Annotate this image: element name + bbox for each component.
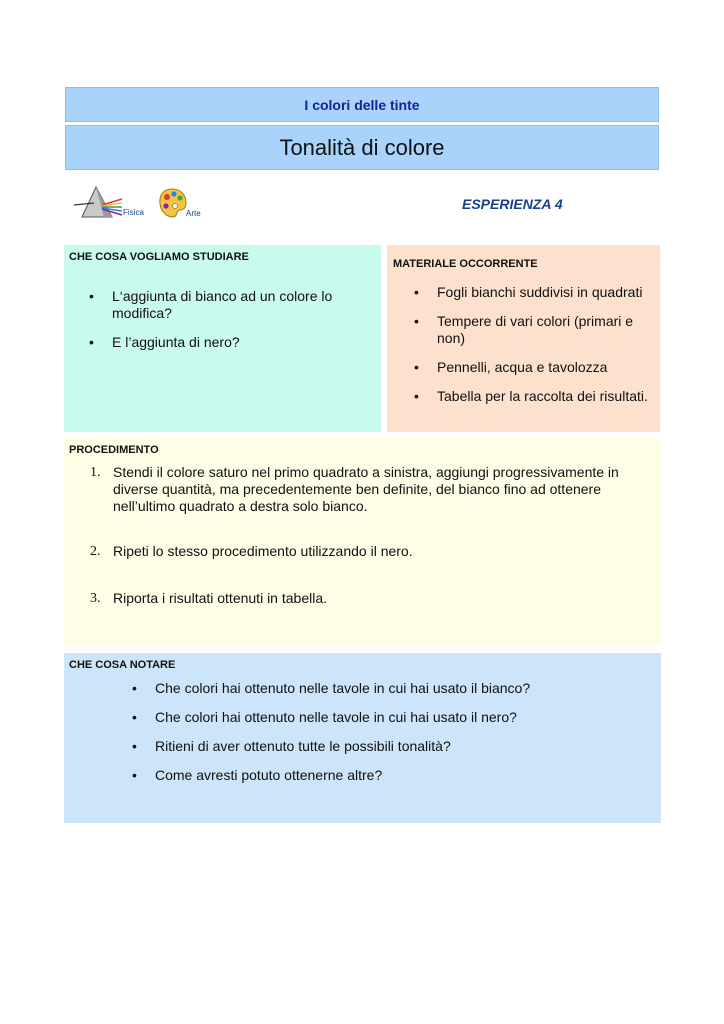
section-materiale <box>387 245 660 432</box>
bullet-icon: • <box>132 709 137 725</box>
list-item <box>89 288 362 322</box>
list-item <box>90 590 653 607</box>
section-heading: CHE COSA VOGLIAMO STUDIARE <box>69 251 249 263</box>
list-item <box>90 543 653 560</box>
materiale-list <box>414 284 655 405</box>
list-item <box>132 680 645 697</box>
notare-list <box>132 680 645 784</box>
bullet-icon: • <box>414 284 419 300</box>
arte-label: Arte <box>186 209 201 218</box>
list-item <box>132 709 645 726</box>
list-item-text: Tabella per la raccolta dei risultati. <box>437 388 648 404</box>
bullet-icon: • <box>132 738 137 754</box>
step-number: 1. <box>90 465 101 480</box>
header-subtitle <box>65 87 659 122</box>
list-item <box>132 767 645 784</box>
list-item-text: Tempere di vari colori (primari e non) <box>437 313 634 346</box>
list-item <box>132 738 645 755</box>
list-item <box>89 334 362 351</box>
list-item-text: Ripeti lo stesso procedimento utilizzando il nero. <box>113 543 413 559</box>
bullet-icon: • <box>89 288 94 304</box>
studiare-list <box>89 288 362 351</box>
bullet-icon: • <box>89 334 94 350</box>
section-notare <box>64 653 661 823</box>
bullet-icon: • <box>132 680 137 696</box>
bullet-icon: • <box>414 388 419 404</box>
bullet-icon: • <box>414 359 419 375</box>
list-item-text: Fogli bianchi suddivisi in quadrati <box>437 284 643 300</box>
prism-icon <box>74 185 124 221</box>
list-item-text: Che colori hai ottenuto nelle tavole in cui hai usato il bianco? <box>155 680 531 696</box>
bullet-icon: • <box>132 767 137 783</box>
list-item-text: Come avresti potuto ottenerne altre? <box>155 767 383 783</box>
list-item-text: Riporta i risultati ottenuti in tabella. <box>113 590 327 606</box>
list-item <box>90 464 653 515</box>
experience-label: ESPERIENZA 4 <box>462 196 563 212</box>
subject-logos <box>74 183 274 223</box>
page-title <box>65 125 659 170</box>
section-heading: CHE COSA NOTARE <box>69 659 176 671</box>
palette-icon <box>158 187 188 219</box>
section-heading: PROCEDIMENTO <box>69 444 159 456</box>
section-studiare <box>64 245 381 432</box>
list-item-text: E l’aggiunta di nero? <box>112 334 240 350</box>
page-title-text: Tonalità di colore <box>279 134 445 160</box>
header-subtitle-text: I colori delle tinte <box>304 96 420 113</box>
list-item-text: Che colori hai ottenuto nelle tavole in cui hai usato il nero? <box>155 709 517 725</box>
procedimento-list <box>90 464 653 607</box>
list-item <box>414 284 655 301</box>
list-item <box>414 388 655 405</box>
section-heading: MATERIALE OCCORRENTE <box>393 258 538 270</box>
step-number: 3. <box>90 591 101 606</box>
list-item-text: Pennelli, acqua e tavolozza <box>437 359 608 375</box>
list-item-text: Stendi il colore saturo nel primo quadrato a sinistra, aggiungi progressivamente in diverse quantità, ma precedentemente ben definite, del bianco fino ad ottenere nell’ultimo quadrato a destra solo bianco. <box>113 464 619 514</box>
bullet-icon: • <box>414 313 419 329</box>
list-item-text: Ritieni di aver ottenuto tutte le possibili tonalità? <box>155 738 451 754</box>
fisica-label: Fisica <box>123 208 144 217</box>
list-item <box>414 313 655 347</box>
list-item <box>414 359 655 376</box>
section-procedimento <box>64 438 661 645</box>
step-number: 2. <box>90 544 101 559</box>
list-item-text: L‘aggiunta di bianco ad un colore lo modifica? <box>112 288 333 321</box>
